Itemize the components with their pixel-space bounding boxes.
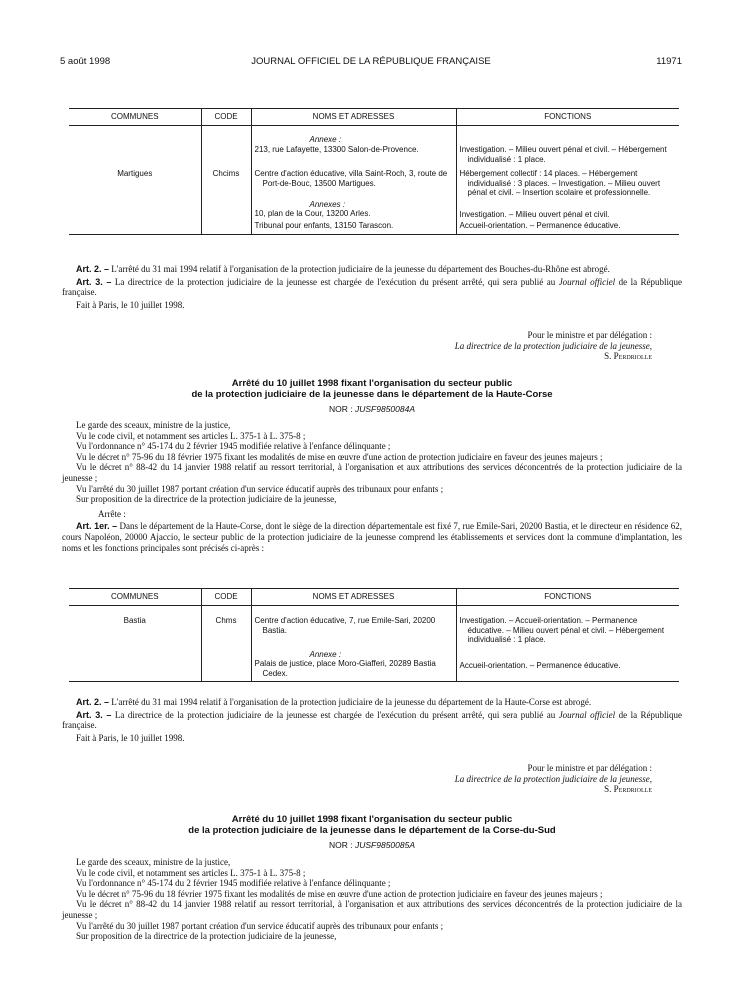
table-row	[69, 134, 679, 165]
annexe-label: Annexes :	[309, 199, 346, 209]
col-noms-adresses: NOMS ET ADRESSES	[251, 109, 456, 126]
title-line: de la protection judiciaire de la jeunesse dans le département de la Corse-du-Sud	[188, 825, 556, 837]
annexe-label: Annexe :	[309, 649, 342, 659]
commune-name: Martigues	[117, 169, 153, 179]
col-fonctions: FONCTIONS	[456, 589, 679, 606]
nor-code: JUSF9850084A	[354, 404, 415, 414]
entry-name: Palais de justice, place Moro-Giafferi, 20289 Bastia Cedex.	[254, 659, 436, 678]
header-page-number: 11971	[656, 56, 682, 67]
visa-line: Vu le décret n° 75-96 du 18 février 1975 fixant les modalités de mise en œuvre d'une action de protection judiciaire en faveur des jeunes majeurs ;	[76, 451, 603, 462]
article-label: Art. 3. –	[76, 276, 112, 287]
entry-name: 213, rue Lafayette, 13300 Salon-de-Provence.	[254, 144, 419, 154]
fait-a-paris: Fait à Paris, le 10 juillet 1998.	[76, 732, 185, 743]
nor-code: JUSF9850085A	[354, 840, 415, 850]
visa-line: Vu le code civil, et notamment ses articles L. 375-1 à L. 375-8 ;	[76, 430, 306, 441]
visa-line: Vu le décret n° 88-42 du 14 janvier 1988 relatif au ressort territorial, à l'organisation et aux attributions des services déconcentrés de la protection judiciaire de la jeunesse ;	[62, 899, 682, 921]
col-communes: COMMUNES	[69, 109, 201, 126]
entry-fonction: Accueil-orientation. – Permanence éducative.	[459, 660, 621, 670]
col-noms-adresses: NOMS ET ADRESSES	[251, 589, 456, 606]
header-journal-title: JOURNAL OFFICIEL DE LA RÉPUBLIQUE FRANÇAISE	[251, 56, 491, 67]
title-line: Arrêté du 10 juillet 1998 fixant l'organisation du secteur public	[231, 378, 513, 389]
visa-line: Vu le code civil, et notamment ses articles L. 375-1 à L. 375-8 ;	[76, 867, 306, 878]
entry-name: 10, plan de la Cour, 13200 Arles.	[254, 209, 371, 219]
entry-name: Tribunal pour enfants, 13150 Tarascon.	[254, 221, 394, 231]
signature-title: La directrice de la protection judiciaire de la jeunesse,	[454, 340, 652, 351]
arrete-word: Arrête :	[98, 508, 126, 519]
article-text: L'arrêté du 31 mai 1994 relatif à l'organisation de la protection judiciaire de la jeunesse du département des Bouches-du-Rhône est abrogé.	[111, 264, 610, 274]
article-text: de la République française.	[62, 709, 683, 731]
commune-code: Chcims	[201, 165, 251, 198]
entry-fonction: Investigation. – Milieu ouvert pénal et civil.	[459, 209, 610, 219]
signature-line: Pour le ministre et par délégation :	[527, 330, 652, 340]
visa-line: Vu l'ordonnance n° 45-174 du 2 février 1945 modifiée relative à l'enfance délinquante ;	[76, 878, 391, 889]
commune-name: Bastia	[123, 616, 146, 626]
visa-line: Vu le décret n° 75-96 du 18 février 1975 fixant les modalités de mise en œuvre d'une action de protection judiciaire en faveur des jeunes majeurs ;	[76, 888, 603, 899]
nor-label: NOR :	[328, 404, 353, 414]
title-line: de la protection judiciaire de la jeunesse dans le département de la Haute-Corse	[191, 389, 553, 401]
signature-block	[370, 763, 652, 795]
col-communes: COMMUNES	[69, 589, 201, 606]
journal-name: Journal officiel	[558, 276, 616, 287]
section-3-title	[62, 814, 682, 836]
article-text: de la République française.	[62, 276, 683, 298]
journal-name: Journal officiel	[558, 709, 616, 720]
entry-name: Centre d'action éducative, villa Saint-Roch, 3, route de Port-de-Bouc, 13500 Martigues.	[254, 169, 448, 188]
signature-block	[370, 330, 652, 362]
table-row	[69, 220, 679, 234]
signature-title: La directrice de la protection judiciaire de la jeunesse,	[454, 773, 652, 784]
title-line: Arrêté du 10 juillet 1998 fixant l'organisation du secteur public	[231, 814, 513, 825]
section-3-visas	[62, 857, 682, 942]
article-text: La directrice de la protection judiciaire de la jeunesse est chargée de l'exécution du présent arrêté, qui sera publié au	[114, 709, 556, 720]
nor-label: NOR :	[328, 840, 353, 850]
entry-fonction: Hébergement collectif : 14 places. – Hébergement individualisé : 3 places. – Investigation. – Milieu ouvert pénal et civil. – Insertion scolaire et professionnelle.	[459, 169, 661, 198]
col-code: CODE	[201, 589, 251, 606]
table-row	[69, 646, 679, 682]
article-label: Art. 2. –	[76, 264, 110, 274]
signatory-name: S. Perdriolle	[604, 784, 652, 795]
commune-code: Chms	[201, 606, 251, 646]
table-row	[69, 606, 679, 646]
section-2-visas	[62, 420, 682, 553]
visa-line: Vu l'arrêté du 30 juillet 1987 portant création d'un service éducatif auprès des tribunaux pour enfants ;	[76, 920, 444, 931]
article-label: Art. 2. –	[76, 697, 110, 707]
page-header	[60, 56, 682, 70]
article-label: Art. 1er. –	[76, 521, 118, 532]
article-text: Dans le département de la Haute-Corse, dont le siège de la direction départementale est fixé 7, rue Emile-Sari, 20200 Bastia, et le directeur en résidence 62, cours Napoléon, 20000 Ajaccio, le secteur public de la protection judiciaire de la jeunesse comprend les établissements et services dont la commune d'implantation, les noms et les fonctions principales sont précisés ci-après :	[62, 521, 682, 553]
entry-fonction: Accueil-orientation. – Permanence éducative.	[459, 221, 621, 231]
section-2-closing	[62, 697, 682, 743]
col-fonctions: FONCTIONS	[456, 109, 679, 126]
article-label: Art. 3. –	[76, 709, 112, 720]
fait-a-paris: Fait à Paris, le 10 juillet 1998.	[76, 299, 185, 310]
section-1-closing	[62, 264, 682, 310]
header-date: 5 août 1998	[60, 56, 111, 67]
entry-fonction: Investigation. – Milieu ouvert pénal et civil. – Hébergement individualisé : 1 place.	[459, 145, 667, 164]
visa-line: Vu l'arrêté du 30 juillet 1987 portant création d'un service éducatif auprès des tribunaux pour enfants ;	[76, 483, 444, 494]
visa-line: Vu l'ordonnance n° 45-174 du 2 février 1945 modifiée relative à l'enfance délinquante ;	[76, 441, 391, 452]
establishments-table-haute-corse	[69, 588, 679, 682]
visa-line: Vu le décret n° 88-42 du 14 janvier 1988 relatif au ressort territorial, à l'organisation et aux attributions des services déconcentrés de la protection judiciaire de la jeunesse ;	[62, 462, 682, 484]
establishments-table-bouches-du-rhone	[69, 108, 679, 235]
annexe-label: Annexe :	[309, 135, 342, 145]
visa-line: Sur proposition de la directrice de la protection judiciaire de la jeunesse,	[76, 931, 337, 942]
signatory-name: S. Perdriolle	[604, 351, 652, 362]
table-row	[69, 199, 679, 220]
nor-reference	[62, 404, 682, 414]
visa-line: Sur proposition de la directrice de la protection judiciaire de la jeunesse,	[76, 494, 337, 505]
visa-line: Le garde des sceaux, ministre de la justice,	[76, 857, 231, 867]
article-text: L'arrêté du 31 mai 1994 relatif à l'organisation de la protection judiciaire de la jeunesse du département de la Haute-Corse est abrogé.	[111, 697, 592, 707]
table-row	[69, 165, 679, 198]
signature-line: Pour le ministre et par délégation :	[527, 763, 652, 773]
nor-reference	[62, 840, 682, 850]
visa-line: Le garde des sceaux, ministre de la justice,	[76, 420, 231, 430]
col-code: CODE	[201, 109, 251, 126]
entry-fonction: Investigation. – Accueil-orientation. – Permanence éducative. – Milieu ouvert pénal et civil. – Hébergement individualisé : 1 place.	[459, 616, 665, 645]
section-2-title	[62, 378, 682, 400]
article-text: La directrice de la protection judiciaire de la jeunesse est chargée de l'exécution du présent arrêté, qui sera publié au	[114, 276, 556, 287]
entry-name: Centre d'action éducative, 7, rue Emile-Sari, 20200 Bastia.	[254, 616, 436, 635]
